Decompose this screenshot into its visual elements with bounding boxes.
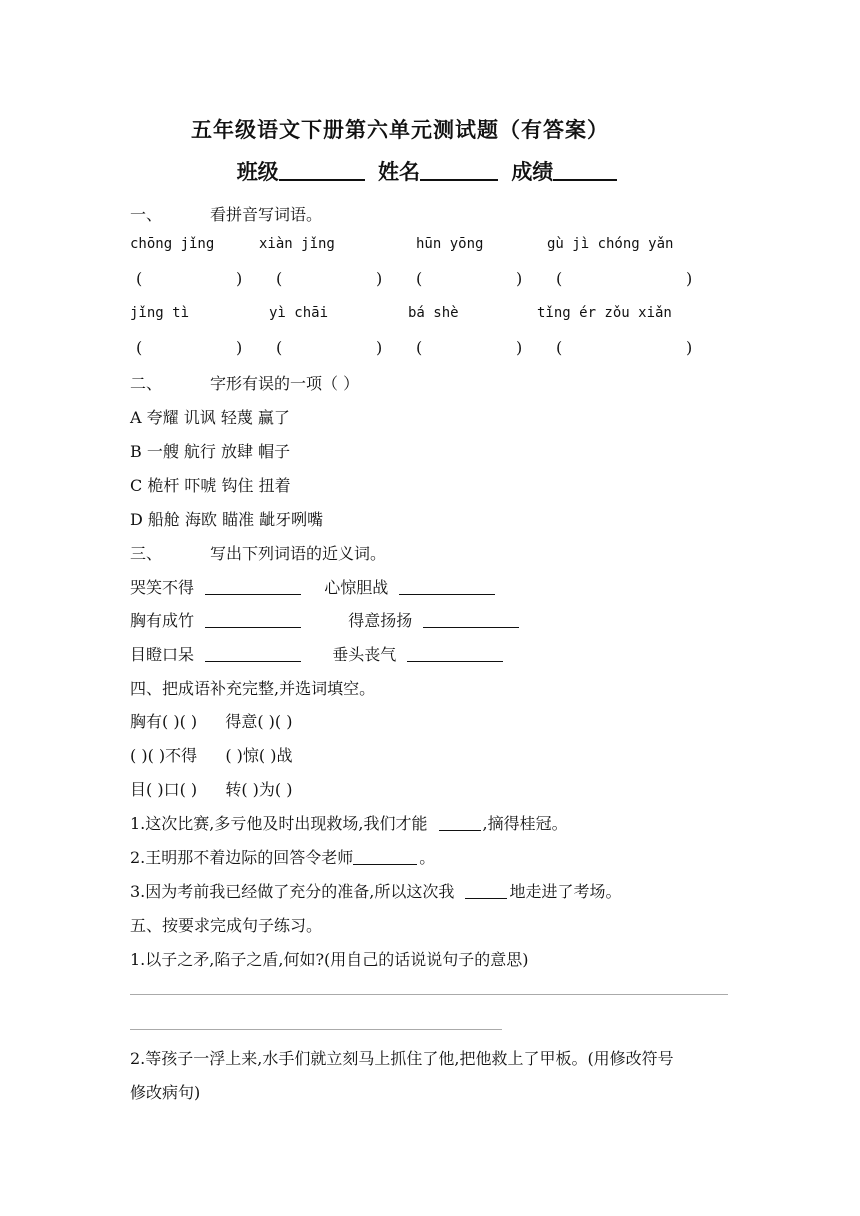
fill-blank-3[interactable] <box>465 883 507 899</box>
sentence-question-2-line1: 2.等孩子一浮上来,水手们就立刻马上抓住了他,把他救上了甲板。(用修改符号 <box>130 1049 674 1068</box>
section-4-heading: 四、把成语补充完整,并选词填空。 <box>130 679 376 698</box>
fill-question-2: 2.王明那不着边际的回答令老师 。 <box>130 848 436 867</box>
name-label: 姓名 <box>378 159 420 184</box>
idiom-6[interactable]: 转( )为( ) <box>225 780 293 799</box>
pinyin-1-2: xiàn jǐng <box>259 236 335 252</box>
score-label: 成绩 <box>511 159 554 184</box>
idiom-1[interactable]: 胸有( )( ) <box>130 712 198 731</box>
idiom-3[interactable]: ( )( )不得 <box>130 746 198 765</box>
section-1-heading: 一、 看拼音写词语。 <box>130 205 323 224</box>
choice-d[interactable]: D 船舱 海欧 瞄准 龇牙咧嘴 <box>130 510 324 529</box>
pinyin-2-3: bá shè <box>408 305 459 321</box>
answer-box-1-4[interactable]: ( <box>556 269 563 288</box>
synonym-blank-2[interactable] <box>399 579 495 595</box>
choice-a[interactable]: A 夸耀 讥讽 轻蔑 赢了 <box>130 408 290 427</box>
synonym-blank-1[interactable] <box>205 579 301 595</box>
pinyin-2-2: yì chāi <box>269 305 329 321</box>
answer-box-2-3[interactable]: ( <box>416 338 423 357</box>
answer-box-2-1[interactable]: ( <box>136 338 143 357</box>
synonym-row-3: 目瞪口呆 垂头丧气 <box>130 642 503 665</box>
section-3-heading: 三、 写出下列词语的近义词。 <box>130 544 387 563</box>
idiom-2[interactable]: 得意( )( ) <box>225 712 293 731</box>
sentence-question-1: 1.以子之矛,陷子之盾,何如?(用自己的话说说句子的意思) <box>130 950 529 969</box>
idiom-5[interactable]: 目( )口( ) <box>130 780 198 799</box>
answer-line-2[interactable] <box>130 1029 502 1030</box>
idiom-row-2 <box>130 743 293 766</box>
idiom-row-1 <box>130 709 293 732</box>
synonym-blank-6[interactable] <box>407 646 503 662</box>
sentence-question-2-line2: 修改病句) <box>130 1083 201 1102</box>
pinyin-2-4: tǐng ér zǒu xiǎn <box>537 305 672 321</box>
page-title: 五年级语文下册第六单元测试题（有答案） <box>191 117 609 142</box>
choice-c[interactable]: C 桅杆 吓唬 钩住 扭着 <box>130 476 291 495</box>
class-blank[interactable] <box>279 159 365 181</box>
pinyin-1-4: gù jì chóng yǎn <box>547 236 674 252</box>
score-blank[interactable] <box>553 159 617 181</box>
class-label: 班级 <box>236 159 279 184</box>
answer-box-2-4[interactable]: ( <box>556 338 563 357</box>
synonym-row-2: 胸有成竹 得意扬扬 <box>130 608 519 631</box>
pinyin-1-1: chōng jǐng <box>130 236 215 252</box>
fill-blank-2[interactable] <box>353 849 417 865</box>
synonym-blank-4[interactable] <box>423 612 519 628</box>
answer-line-1[interactable] <box>130 994 728 995</box>
synonym-blank-5[interactable] <box>205 646 301 662</box>
pinyin-1-3: hūn yōng <box>416 236 484 252</box>
worksheet-page: 五年级语文下册第六单元测试题（有答案） 班级 姓名 成绩 一、 看拼音写词语。 chōng jǐng xiàn jǐng hūn yōng gù jì chóng yǎn ( ) ( ) ( ) ( ) jǐng tì yì chāi bá shè tǐng ér zǒu xiǎn ( ) ( ) ( ) ( ) 二、 字形有误的一项（ ） A 夸耀 讥讽 轻蔑 赢了 B 一艘 航行 放肆 帽子 C 桅杆 吓唬 钩住 扭着 D 船舱 海欧 瞄准 龇牙咧嘴 三、 写出下列词语的近义词。 哭笑不得 心惊胆战 胸有成竹 得意扬扬 目瞪口呆 垂头丧气 四、把成语补充完整,并选词填空。 胸有( )( ) 得意( )( ) ( )( )不得 ( )惊( )战 目( )口( ) 转( )为( ) 1.这次比赛,多亏他及时出现救场,我们才能 ,摘得桂冠。 2.王明那不着边际的回答令老师 。 3.因为考前我已经做了充分的准备,所以这次我 地走进了考场。 五、按要求完成句子练习。 1.以子之矛,陷子之盾,何如?(用自己的话说说句子的意思) 2.等孩子一浮上来,水手们就立刻马上抓住了他,把他救上了甲板。(用修改符号 修改病句) <box>0 0 860 1216</box>
section-5-heading: 五、按要求完成句子练习。 <box>130 916 323 935</box>
idiom-4[interactable]: ( )惊( )战 <box>225 746 293 765</box>
fill-question-1: 1.这次比赛,多亏他及时出现救场,我们才能 ,摘得桂冠。 <box>130 814 568 833</box>
answer-box-1-2[interactable]: ( <box>276 269 283 288</box>
synonym-row-1: 哭笑不得 心惊胆战 <box>130 575 495 598</box>
answer-box-1-1[interactable]: ( <box>136 269 143 288</box>
fill-blank-1[interactable] <box>439 815 481 831</box>
choice-b[interactable]: B 一艘 航行 放肆 帽子 <box>130 442 291 461</box>
fill-question-3: 3.因为考前我已经做了充分的准备,所以这次我 地走进了考场。 <box>130 882 622 901</box>
pinyin-2-1: jǐng tì <box>130 305 190 321</box>
idiom-row-3 <box>130 777 293 800</box>
name-blank[interactable] <box>420 159 498 181</box>
synonym-blank-3[interactable] <box>205 612 301 628</box>
answer-box-1-3[interactable]: ( <box>416 269 423 288</box>
student-info-row <box>0 156 860 186</box>
answer-box-2-2[interactable]: ( <box>276 338 283 357</box>
section-2-heading: 二、 字形有误的一项（ ） <box>130 374 360 393</box>
